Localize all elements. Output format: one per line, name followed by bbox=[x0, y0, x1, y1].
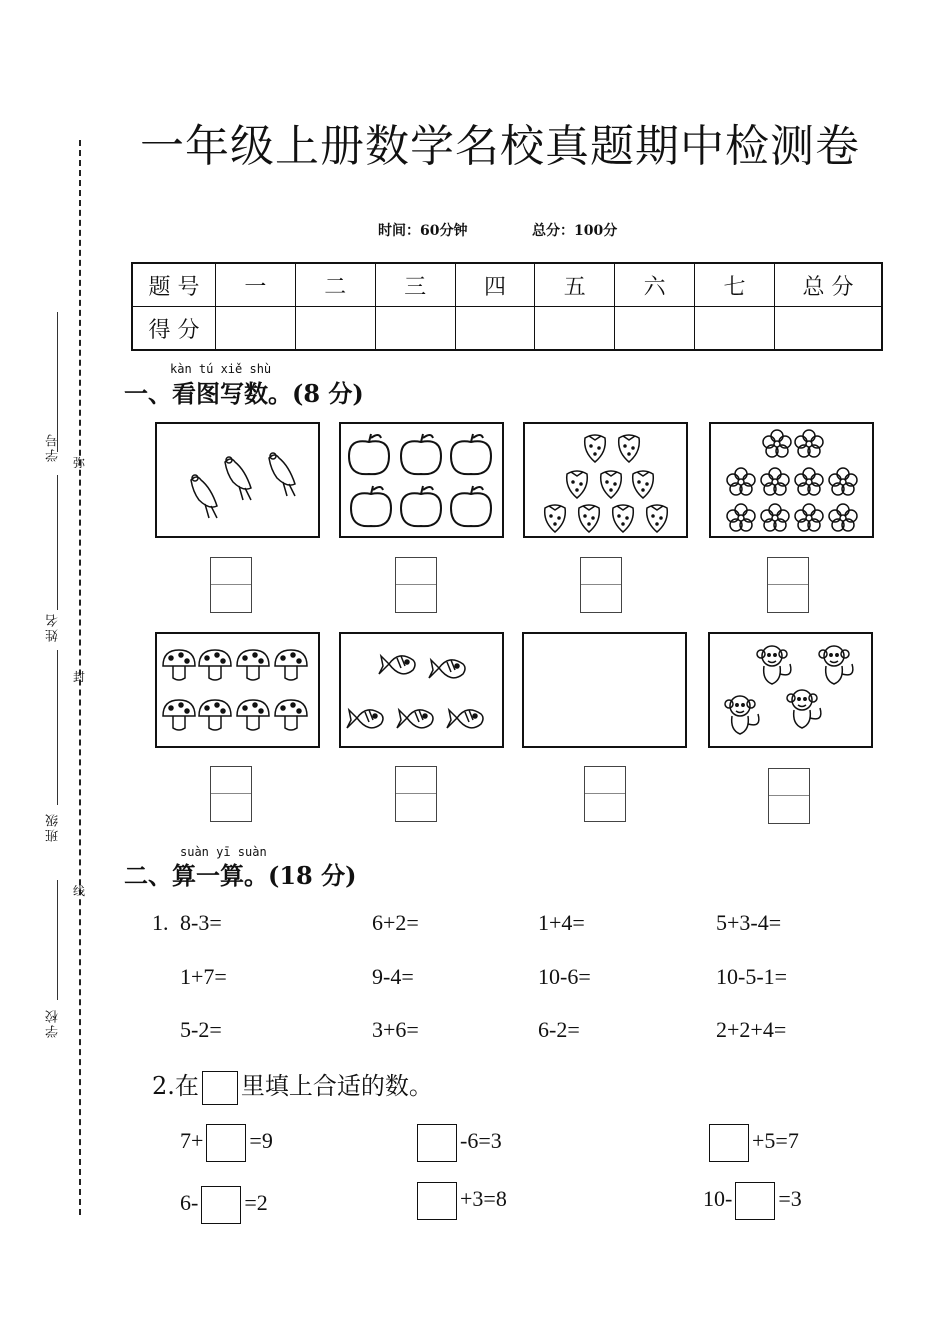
section2-pinyin: suàn yī suàn bbox=[180, 845, 267, 859]
equation: 6+2= bbox=[372, 910, 419, 935]
picture-flowers bbox=[709, 422, 874, 538]
fill-equation bbox=[706, 1124, 799, 1162]
student-id-label: 学号 bbox=[46, 432, 61, 462]
column-7: 七 bbox=[695, 263, 775, 307]
picture-birds bbox=[155, 422, 320, 538]
column-4: 四 bbox=[455, 263, 535, 307]
school-label: 学校 bbox=[46, 1008, 61, 1038]
column-1: 一 bbox=[216, 263, 296, 307]
score-table-header-row bbox=[132, 263, 882, 307]
answer-box[interactable] bbox=[395, 557, 437, 613]
section1-title: 一、看图写数。(8 分) bbox=[124, 379, 364, 408]
score-cell[interactable] bbox=[375, 307, 455, 351]
answer-box[interactable] bbox=[768, 768, 810, 824]
fill-box[interactable] bbox=[417, 1182, 457, 1220]
section2-title: 二、算一算。(18 分) bbox=[124, 861, 357, 890]
eq-after: =2 bbox=[244, 1190, 268, 1216]
column-3: 三 bbox=[375, 263, 455, 307]
fill-box[interactable] bbox=[709, 1124, 749, 1162]
fill-equation bbox=[180, 1124, 273, 1162]
binding-line bbox=[57, 475, 58, 610]
score-table-score-row bbox=[132, 307, 882, 351]
equation: 1+7= bbox=[180, 964, 227, 989]
binding-line bbox=[57, 650, 58, 805]
score-cell[interactable] bbox=[775, 307, 883, 351]
eq-after: =3 bbox=[778, 1186, 802, 1212]
answer-box[interactable] bbox=[580, 557, 622, 613]
name-label: 姓名 bbox=[46, 612, 61, 642]
fish-icon bbox=[341, 634, 502, 746]
equation: 10-6= bbox=[538, 964, 591, 989]
column-2: 二 bbox=[295, 263, 375, 307]
score-table bbox=[131, 262, 883, 351]
fill-box[interactable] bbox=[417, 1124, 457, 1162]
picture-strawberries bbox=[523, 422, 688, 538]
page-title: 一年级上册数学名校真题期中检测卷 bbox=[140, 121, 860, 172]
binding-line bbox=[57, 880, 58, 1000]
binding-line bbox=[57, 312, 58, 452]
score-cell[interactable] bbox=[535, 307, 615, 351]
fill-box[interactable] bbox=[735, 1182, 775, 1220]
birds-icon bbox=[157, 424, 318, 536]
fill-box[interactable] bbox=[201, 1186, 241, 1224]
column-total: 总 分 bbox=[775, 263, 883, 307]
equation: 5+3-4= bbox=[716, 910, 782, 935]
eq-after: +5=7 bbox=[752, 1128, 799, 1154]
picture-apples bbox=[339, 422, 504, 538]
answer-box[interactable] bbox=[584, 766, 626, 822]
q2-suffix: 里填上合适的数。 bbox=[240, 1072, 433, 1100]
equation: 8-3= bbox=[180, 910, 222, 935]
equation: 1+4= bbox=[538, 910, 585, 935]
exam-total: 总分：100分 bbox=[532, 223, 618, 239]
equation: 9-4= bbox=[372, 964, 414, 989]
score-label: 得 分 bbox=[132, 307, 216, 351]
equation: 5-2= bbox=[180, 1017, 222, 1042]
eq-after: +3=8 bbox=[460, 1186, 507, 1212]
equation: 10-5-1= bbox=[716, 964, 788, 989]
answer-box[interactable] bbox=[395, 766, 437, 822]
score-cell[interactable] bbox=[295, 307, 375, 351]
fill-equation bbox=[414, 1124, 502, 1162]
exam-time: 时间：60分钟 bbox=[378, 223, 468, 239]
flowers-icon bbox=[711, 424, 872, 536]
picture-monkeys bbox=[708, 632, 873, 748]
eq-before: 10- bbox=[703, 1186, 733, 1212]
eq-before: 7+ bbox=[180, 1128, 204, 1154]
section1-pinyin: kàn tú xiě shù bbox=[170, 362, 272, 376]
fill-equation bbox=[703, 1182, 802, 1220]
equation: 6-2= bbox=[538, 1017, 580, 1042]
mushrooms-icon bbox=[157, 634, 318, 746]
q2-prefix: 2.在 bbox=[152, 1072, 199, 1100]
column-6: 六 bbox=[615, 263, 695, 307]
score-cell[interactable] bbox=[455, 307, 535, 351]
header-label: 题 号 bbox=[132, 263, 216, 307]
fill-equation bbox=[414, 1182, 507, 1220]
seal-mark-xian: 线 bbox=[73, 884, 86, 898]
fill-box[interactable] bbox=[206, 1124, 246, 1162]
eq-before: 6- bbox=[180, 1190, 199, 1216]
answer-box[interactable] bbox=[767, 557, 809, 613]
picture-mushrooms bbox=[155, 632, 320, 748]
answer-box[interactable] bbox=[210, 766, 252, 822]
eq-after: =9 bbox=[249, 1128, 273, 1154]
q1-label: 1. bbox=[152, 910, 169, 935]
class-label: 班级 bbox=[46, 812, 61, 842]
eq-after: -6=3 bbox=[460, 1128, 502, 1154]
score-cell[interactable] bbox=[695, 307, 775, 351]
answer-box[interactable] bbox=[210, 557, 252, 613]
monkeys-icon bbox=[710, 634, 871, 746]
seal-mark-feng: 封 bbox=[73, 670, 86, 684]
picture-fish bbox=[339, 632, 504, 748]
example-box bbox=[202, 1071, 238, 1105]
fill-equation bbox=[180, 1186, 268, 1224]
strawberries-icon bbox=[525, 424, 686, 536]
column-5: 五 bbox=[535, 263, 615, 307]
equation: 2+2+4= bbox=[716, 1017, 787, 1042]
picture-empty bbox=[522, 632, 687, 748]
seal-mark-mi: 弥 bbox=[73, 456, 86, 470]
equation: 3+6= bbox=[372, 1017, 419, 1042]
q2-prompt bbox=[152, 1066, 433, 1105]
score-cell[interactable] bbox=[216, 307, 296, 351]
apples-icon bbox=[341, 424, 502, 536]
score-cell[interactable] bbox=[615, 307, 695, 351]
